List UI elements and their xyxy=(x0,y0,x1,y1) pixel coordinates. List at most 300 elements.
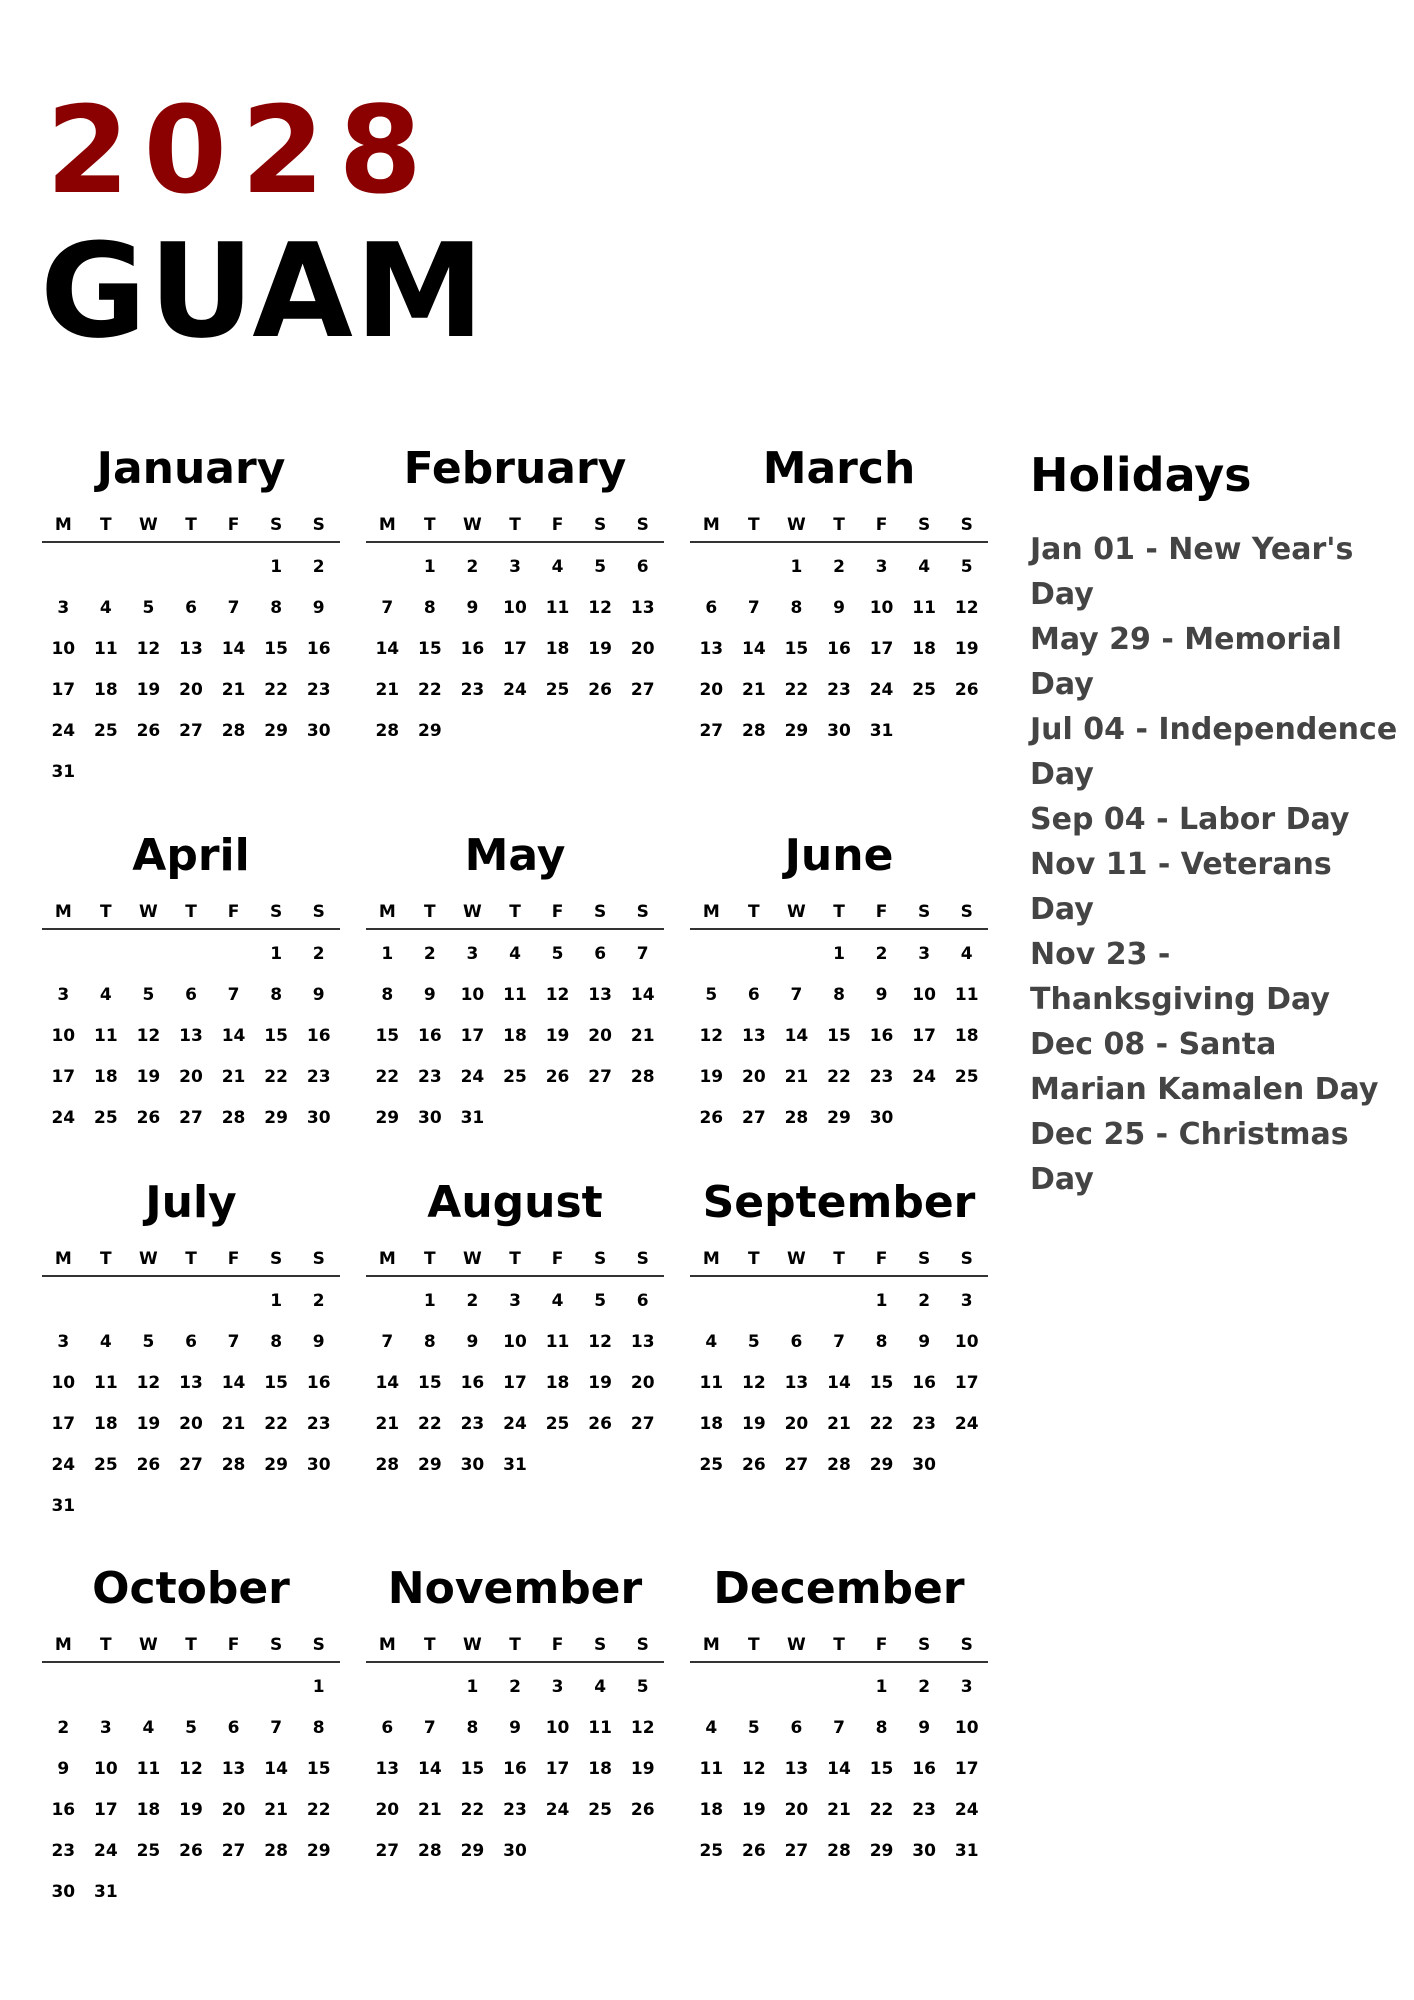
day-cell: 18 xyxy=(699,1414,724,1434)
day-cell xyxy=(536,1445,579,1486)
day-cell xyxy=(170,934,213,975)
day-cell: 13 xyxy=(179,639,203,659)
day-cell: 18 xyxy=(94,680,118,700)
day-cell: 31 xyxy=(503,1455,527,1475)
day-cell: 6 xyxy=(381,1718,394,1738)
day-cell xyxy=(127,1667,170,1708)
weekday-label: M xyxy=(702,1635,720,1655)
day-cell: 15 xyxy=(827,1026,851,1046)
weekday-label: M xyxy=(702,515,720,535)
day-cell xyxy=(945,1098,988,1139)
day-cell: 5 xyxy=(142,598,155,618)
day-cell: 7 xyxy=(381,1332,394,1352)
day-cell: 24 xyxy=(94,1841,118,1861)
weekday-label: T xyxy=(509,1635,521,1655)
weekday-label: F xyxy=(551,902,564,922)
day-cell xyxy=(733,934,776,975)
weekday-label: F xyxy=(227,1635,240,1655)
day-cell xyxy=(42,547,85,588)
day-cell: 26 xyxy=(136,1108,161,1128)
day-cell: 7 xyxy=(636,944,649,964)
day-cell: 12 xyxy=(136,639,161,659)
day-cell: 11 xyxy=(545,598,570,618)
weekday-label: S xyxy=(312,1635,325,1655)
day-cell: 15 xyxy=(784,639,809,659)
day-cell: 30 xyxy=(460,1455,485,1475)
weekday-label: T xyxy=(100,902,112,922)
day-cell xyxy=(127,752,170,793)
day-cell xyxy=(366,1281,409,1322)
day-cell: 27 xyxy=(179,721,203,741)
day-cell: 9 xyxy=(57,1759,70,1779)
week-row xyxy=(366,670,664,711)
weekday-label: M xyxy=(54,1249,72,1269)
day-cell: 30 xyxy=(306,1455,331,1475)
day-cell: 12 xyxy=(588,1332,612,1352)
day-cell: 3 xyxy=(875,557,888,577)
day-cell xyxy=(733,1667,776,1708)
day-cell: 5 xyxy=(142,1332,155,1352)
day-cell: 19 xyxy=(545,1026,570,1046)
day-cell: 1 xyxy=(875,1677,888,1697)
week-row xyxy=(42,711,340,752)
day-cell xyxy=(255,1667,298,1708)
day-cell: 6 xyxy=(636,1291,649,1311)
week-row xyxy=(366,1057,664,1098)
week-row xyxy=(690,1708,988,1749)
day-cell: 25 xyxy=(588,1800,612,1820)
day-cell: 17 xyxy=(503,1373,527,1393)
day-cell xyxy=(212,1281,255,1322)
day-cell: 18 xyxy=(699,1800,724,1820)
day-cell: 25 xyxy=(503,1067,527,1087)
holiday-item: Jan 01 - New Year's Day xyxy=(1030,532,1354,612)
day-cell: 22 xyxy=(306,1800,331,1820)
weekday-label: W xyxy=(139,902,158,922)
day-cell: 14 xyxy=(375,1373,400,1393)
day-cell: 25 xyxy=(94,721,118,741)
day-cell xyxy=(127,547,170,588)
day-cell: 10 xyxy=(503,598,527,618)
weekday-label: S xyxy=(960,515,973,535)
day-cell: 11 xyxy=(94,1026,118,1046)
day-cell xyxy=(212,934,255,975)
day-cell: 26 xyxy=(588,680,612,700)
holidays-panel xyxy=(1030,447,1400,1202)
day-cell: 1 xyxy=(833,944,845,964)
day-cell xyxy=(536,1098,579,1139)
day-cell: 6 xyxy=(594,944,607,964)
day-cell: 12 xyxy=(742,1759,766,1779)
day-cell: 23 xyxy=(827,680,851,700)
day-cell: 21 xyxy=(221,1414,246,1434)
day-cell: 27 xyxy=(179,1455,203,1475)
month-name: December xyxy=(713,1563,965,1614)
month-name: January xyxy=(96,443,286,494)
day-cell: 11 xyxy=(94,1373,118,1393)
day-cell: 30 xyxy=(912,1841,936,1861)
weekday-label: T xyxy=(833,1249,845,1269)
day-cell: 10 xyxy=(912,985,936,1005)
week-row xyxy=(690,1322,988,1363)
day-cell: 26 xyxy=(742,1841,766,1861)
day-cell: 22 xyxy=(375,1067,400,1087)
weekday-label: W xyxy=(787,1635,806,1655)
day-cell xyxy=(409,1667,452,1708)
holidays-list xyxy=(1030,527,1400,1202)
month-name: July xyxy=(145,1177,237,1228)
weekday-label: T xyxy=(509,515,521,535)
day-cell: 22 xyxy=(418,1414,442,1434)
day-cell: 2 xyxy=(509,1677,521,1697)
weekday-label: S xyxy=(636,1635,649,1655)
day-cell: 14 xyxy=(221,639,246,659)
day-cell: 12 xyxy=(136,1373,161,1393)
day-cell: 21 xyxy=(827,1414,851,1434)
weekday-label: T xyxy=(100,1249,112,1269)
day-cell: 23 xyxy=(51,1841,76,1861)
day-cell xyxy=(733,547,776,588)
day-cell: 1 xyxy=(270,944,283,964)
day-cell: 15 xyxy=(264,639,288,659)
day-cell: 14 xyxy=(375,639,400,659)
day-cell: 7 xyxy=(833,1718,845,1738)
week-row xyxy=(366,1667,664,1708)
day-cell: 19 xyxy=(136,1067,161,1087)
weekday-label: W xyxy=(463,515,482,535)
month-november xyxy=(366,1563,664,1872)
week-row xyxy=(42,1872,340,1913)
weekday-label: S xyxy=(636,515,649,535)
week-row xyxy=(42,1708,340,1749)
weekday-label: T xyxy=(185,515,197,535)
day-cell: 1 xyxy=(466,1677,479,1697)
day-cell: 21 xyxy=(784,1067,809,1087)
weekday-header xyxy=(690,1629,988,1663)
day-cell: 10 xyxy=(94,1759,118,1779)
day-cell: 28 xyxy=(221,1455,246,1475)
day-cell: 28 xyxy=(827,1841,851,1861)
day-cell: 20 xyxy=(630,639,655,659)
day-cell: 27 xyxy=(742,1108,766,1128)
day-cell: 16 xyxy=(912,1759,936,1779)
month-january xyxy=(42,443,340,793)
weekday-label: T xyxy=(424,1249,436,1269)
day-cell: 27 xyxy=(630,680,655,700)
week-row xyxy=(42,547,340,588)
week-row xyxy=(690,588,988,629)
day-cell: 16 xyxy=(460,639,485,659)
day-cell: 10 xyxy=(503,1332,527,1352)
week-row xyxy=(366,1016,664,1057)
month-june xyxy=(690,830,988,1139)
day-cell: 3 xyxy=(509,1291,521,1311)
weekday-label: T xyxy=(748,515,760,535)
day-cell: 7 xyxy=(270,1718,283,1738)
weekday-label: F xyxy=(227,515,240,535)
day-cell: 3 xyxy=(466,944,479,964)
day-cell: 18 xyxy=(954,1026,979,1046)
weekday-label: S xyxy=(636,902,649,922)
holiday-item: Dec 08 - Santa Marian Kamalen Day xyxy=(1030,1027,1379,1107)
week-row xyxy=(690,1098,988,1139)
day-cell: 14 xyxy=(784,1026,809,1046)
day-cell: 9 xyxy=(918,1332,931,1352)
day-cell: 20 xyxy=(375,1800,400,1820)
day-cell: 26 xyxy=(742,1455,766,1475)
day-cell: 11 xyxy=(699,1373,724,1393)
day-cell: 15 xyxy=(375,1026,400,1046)
day-cell: 19 xyxy=(699,1067,724,1087)
day-cell: 22 xyxy=(264,1414,288,1434)
weekday-header xyxy=(366,509,664,543)
day-cell: 6 xyxy=(790,1718,803,1738)
weekday-label: M xyxy=(378,515,396,535)
week-row xyxy=(366,975,664,1016)
day-cell: 8 xyxy=(270,985,283,1005)
weekday-header xyxy=(690,509,988,543)
day-cell: 14 xyxy=(221,1373,246,1393)
day-cell: 5 xyxy=(594,1291,607,1311)
weekday-label: W xyxy=(787,902,806,922)
day-cell: 30 xyxy=(418,1108,442,1128)
day-cell: 1 xyxy=(875,1291,888,1311)
day-cell: 15 xyxy=(869,1373,894,1393)
day-cell: 27 xyxy=(221,1841,246,1861)
weekday-label: S xyxy=(960,1249,973,1269)
day-cell: 24 xyxy=(912,1067,936,1087)
month-september xyxy=(690,1177,988,1486)
day-cell: 13 xyxy=(630,1332,655,1352)
weekday-label: W xyxy=(787,1249,806,1269)
day-cell xyxy=(536,1831,579,1872)
day-cell: 18 xyxy=(545,1373,570,1393)
month-name: August xyxy=(427,1177,603,1228)
weekday-label: T xyxy=(509,902,521,922)
day-cell: 20 xyxy=(784,1414,809,1434)
weekday-label: M xyxy=(378,1635,396,1655)
weekday-header xyxy=(366,896,664,930)
day-cell: 9 xyxy=(312,1332,325,1352)
day-cell: 24 xyxy=(51,1108,76,1128)
day-cell: 19 xyxy=(742,1414,766,1434)
day-cell: 5 xyxy=(747,1332,760,1352)
week-row xyxy=(366,547,664,588)
day-cell: 28 xyxy=(375,1455,400,1475)
day-cell: 4 xyxy=(509,944,521,964)
day-cell: 22 xyxy=(264,1067,288,1087)
day-cell: 2 xyxy=(312,944,325,964)
day-cell: 12 xyxy=(742,1373,766,1393)
month-march xyxy=(690,443,988,752)
weekday-label: M xyxy=(378,1249,396,1269)
day-cell xyxy=(170,1872,213,1913)
day-cell: 27 xyxy=(179,1108,203,1128)
day-cell: 12 xyxy=(630,1718,655,1738)
day-cell: 20 xyxy=(179,1067,203,1087)
day-cell xyxy=(690,1281,733,1322)
weekday-label: M xyxy=(54,902,72,922)
day-cell: 19 xyxy=(136,1414,161,1434)
weekday-label: M xyxy=(54,1635,72,1655)
day-cell xyxy=(170,547,213,588)
day-cell: 17 xyxy=(869,639,894,659)
day-cell: 17 xyxy=(545,1759,570,1779)
day-cell: 2 xyxy=(466,557,479,577)
day-cell: 28 xyxy=(221,1108,246,1128)
day-cell: 5 xyxy=(185,1718,197,1738)
day-cell: 9 xyxy=(312,985,325,1005)
day-cell: 11 xyxy=(954,985,979,1005)
day-cell xyxy=(451,711,494,752)
day-cell: 4 xyxy=(551,557,564,577)
day-cell: 23 xyxy=(418,1067,442,1087)
day-cell: 26 xyxy=(630,1800,655,1820)
day-cell: 8 xyxy=(270,1332,283,1352)
day-cell: 29 xyxy=(418,721,442,741)
day-cell xyxy=(212,547,255,588)
day-cell: 2 xyxy=(423,944,436,964)
weekday-header xyxy=(690,1243,988,1277)
day-cell: 8 xyxy=(875,1332,888,1352)
weekday-label: M xyxy=(702,1249,720,1269)
week-row xyxy=(690,1790,988,1831)
day-cell xyxy=(42,934,85,975)
day-cell xyxy=(903,1098,946,1139)
day-cell: 15 xyxy=(460,1759,485,1779)
day-cell xyxy=(85,1667,128,1708)
day-cell: 23 xyxy=(460,1414,485,1434)
day-cell: 6 xyxy=(790,1332,803,1352)
day-cell: 2 xyxy=(875,944,888,964)
holiday-item: Sep 04 - Labor Day xyxy=(1030,802,1350,837)
day-cell: 3 xyxy=(960,1677,973,1697)
day-cell: 28 xyxy=(742,721,766,741)
day-cell: 21 xyxy=(221,680,246,700)
day-cell: 10 xyxy=(954,1332,979,1352)
weekday-label: T xyxy=(424,515,436,535)
day-cell: 27 xyxy=(630,1414,655,1434)
weekday-label: T xyxy=(424,1635,436,1655)
day-cell: 16 xyxy=(869,1026,894,1046)
day-cell: 20 xyxy=(221,1800,246,1820)
day-cell: 30 xyxy=(827,721,851,741)
week-row xyxy=(690,1057,988,1098)
day-cell: 20 xyxy=(742,1067,766,1087)
weekday-label: T xyxy=(748,902,760,922)
week-row xyxy=(42,629,340,670)
day-cell: 5 xyxy=(636,1677,649,1697)
day-cell: 2 xyxy=(466,1291,479,1311)
day-cell: 23 xyxy=(503,1800,527,1820)
day-cell: 27 xyxy=(588,1067,612,1087)
day-cell xyxy=(621,711,664,752)
weekday-label: S xyxy=(270,515,283,535)
day-cell xyxy=(85,547,128,588)
week-row xyxy=(690,1363,988,1404)
day-cell: 24 xyxy=(503,1414,527,1434)
month-october xyxy=(42,1563,340,1913)
day-cell: 18 xyxy=(545,639,570,659)
day-cell xyxy=(255,752,298,793)
day-cell: 2 xyxy=(833,557,845,577)
day-cell: 31 xyxy=(954,1841,979,1861)
weekday-label: F xyxy=(551,1249,564,1269)
day-cell xyxy=(127,1486,170,1527)
day-cell: 29 xyxy=(418,1455,442,1475)
day-cell: 5 xyxy=(705,985,718,1005)
day-cell: 29 xyxy=(827,1108,851,1128)
weekday-label: S xyxy=(918,515,931,535)
day-cell xyxy=(212,1486,255,1527)
day-cell: 29 xyxy=(264,1455,288,1475)
weekday-label: W xyxy=(463,902,482,922)
week-row xyxy=(366,1708,664,1749)
day-cell: 4 xyxy=(960,944,973,964)
weekday-label: F xyxy=(875,515,888,535)
day-cell: 11 xyxy=(912,598,936,618)
day-cell xyxy=(85,934,128,975)
week-row xyxy=(366,1831,664,1872)
day-cell: 14 xyxy=(418,1759,442,1779)
week-row xyxy=(42,1404,340,1445)
week-row xyxy=(42,1790,340,1831)
holidays-title: Holidays xyxy=(1030,448,1252,502)
day-cell xyxy=(127,1281,170,1322)
day-cell: 17 xyxy=(51,1414,76,1434)
weekday-label: F xyxy=(875,1249,888,1269)
weekday-label: F xyxy=(875,1635,888,1655)
weekday-label: S xyxy=(270,1249,283,1269)
weekday-label: M xyxy=(378,902,396,922)
day-cell: 21 xyxy=(375,680,400,700)
day-cell: 22 xyxy=(418,680,442,700)
day-cell: 13 xyxy=(630,598,655,618)
day-cell: 16 xyxy=(503,1759,527,1779)
day-cell: 3 xyxy=(57,985,70,1005)
day-cell: 24 xyxy=(545,1800,570,1820)
day-cell: 8 xyxy=(466,1718,479,1738)
day-cell: 27 xyxy=(784,1841,809,1861)
day-cell xyxy=(494,711,537,752)
day-cell: 18 xyxy=(94,1067,118,1087)
day-cell: 13 xyxy=(375,1759,400,1779)
day-cell: 12 xyxy=(136,1026,161,1046)
weekday-label: S xyxy=(960,1635,973,1655)
day-cell: 23 xyxy=(912,1800,936,1820)
day-cell: 16 xyxy=(306,639,331,659)
day-cell: 5 xyxy=(594,557,607,577)
weekday-label: W xyxy=(787,515,806,535)
day-cell: 6 xyxy=(636,557,649,577)
weekday-label: T xyxy=(100,515,112,535)
day-cell: 17 xyxy=(912,1026,936,1046)
day-cell: 26 xyxy=(136,721,161,741)
day-cell: 5 xyxy=(551,944,564,964)
day-cell: 13 xyxy=(699,639,724,659)
day-cell: 20 xyxy=(588,1026,612,1046)
weekday-label: S xyxy=(918,1635,931,1655)
day-cell: 23 xyxy=(306,680,331,700)
day-cell: 22 xyxy=(827,1067,851,1087)
week-row xyxy=(690,670,988,711)
day-cell: 7 xyxy=(747,598,760,618)
day-cell: 29 xyxy=(869,1455,894,1475)
week-row xyxy=(690,1281,988,1322)
weekday-label: F xyxy=(227,902,240,922)
day-cell: 30 xyxy=(503,1841,527,1861)
week-row xyxy=(366,588,664,629)
